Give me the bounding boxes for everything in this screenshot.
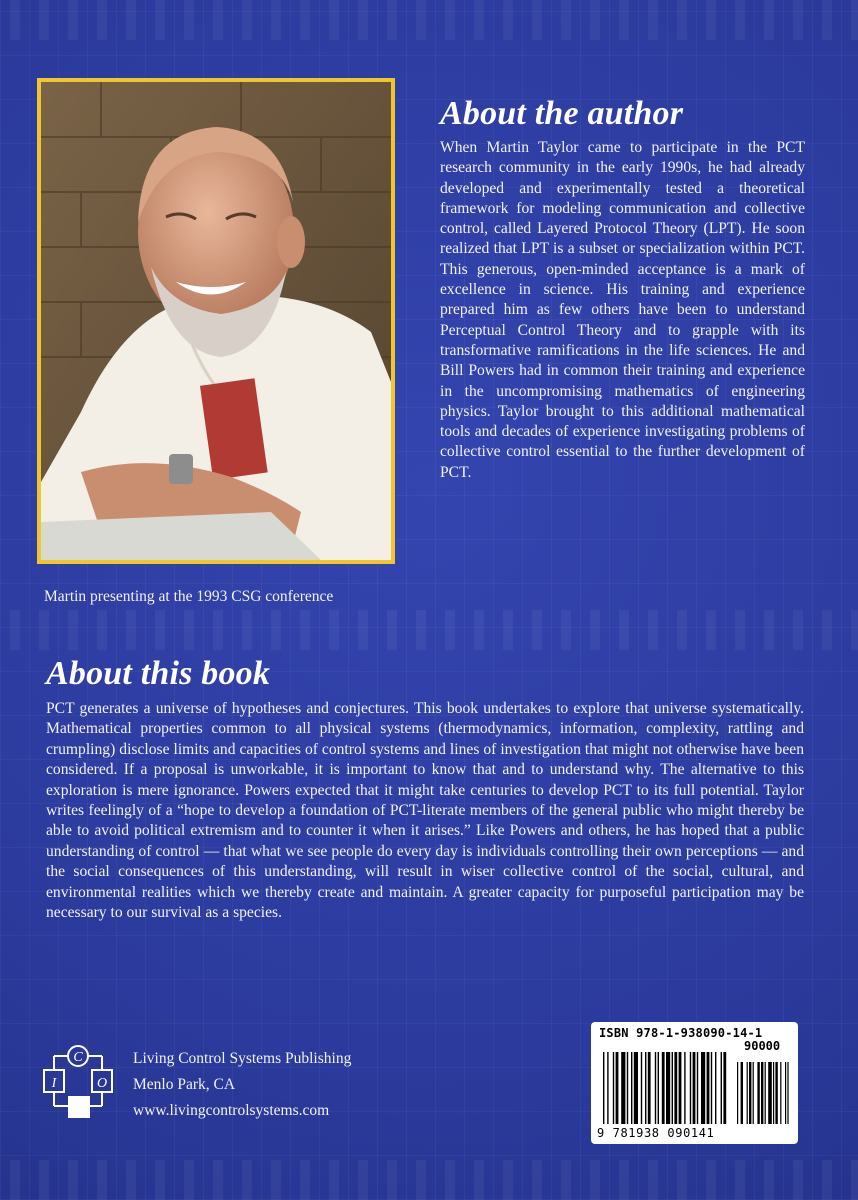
isbn-barcode	[591, 1022, 798, 1144]
logo-letter-c: C	[73, 1050, 83, 1065]
barcode-digits: 9 781938 090141	[597, 1126, 715, 1140]
decorative-pattern-top	[0, 0, 858, 40]
barcode-bars	[597, 1052, 792, 1126]
publisher-name: Living Control Systems Publishing	[133, 1050, 352, 1067]
logo-letter-o: O	[96, 1076, 108, 1091]
decorative-pattern-bottom	[0, 1160, 858, 1200]
isbn-number: ISBN 978-1-938090-14-1	[599, 1026, 763, 1040]
publisher-location: Menlo Park, CA	[133, 1076, 236, 1093]
author-heading-text: About the author	[440, 95, 684, 132]
author-photo	[37, 78, 395, 564]
book-section-heading	[46, 655, 270, 693]
author-section-heading	[440, 95, 683, 133]
publisher-info	[133, 1046, 351, 1124]
decorative-pattern-mid	[0, 610, 858, 650]
book-description-text: PCT generates a universe of hypotheses and conjectures. This book undertakes to explore that universe systematically. Mathematical properties common to all physical systems (thermodynamics, information, complexity, rattling and crumpling) disclose limits and capacities of control systems and lines of investigation that might not otherwise have been considered. If a proposal is unworkable, it is important to know that and to understand why. The alternative to this exploration is mere ignorance. Powers expected that it might take centuries to develop PCT to its full potential. Taylor writes feelingly of a “hope to develop a foundation of PCT-literate members of the general public who might thereby be able to avoid political extremism and to counter it when it arises.” Like Powers and others, he has hoped that a public understanding of control — that what we see people do every day is individuals controlling their own perceptions — and the social consequences of this understanding, will result in wiser collective control of the social, cultural, and environmental realities which we thereby create and maintain. A greater capacity for purposeful participation may be necessary to our survival as a species.	[46, 700, 804, 922]
price-code: 90000	[744, 1039, 781, 1053]
publisher-website[interactable]: www.livingcontrolsystems.com	[133, 1102, 330, 1119]
author-bio-text: When Martin Taylor came to participate in the PCT research community in the early 1990s, he had already developed and experimentally tested a theoretical framework for modeling communication and collective control, called Layered Protocol Theory (LPT). He soon realized that LPT is a subset or specialization within PCT. This generous, open-minded acceptance is a mark of excellence in science. His training and experience prepared him as few others have been to understand Perceptual Control Theory and to grapple with its transformative ramifications in the life sciences. He and Bill Powers had in common their training and experience in the uncompromising mathematics of engineering physics. Taylor brought to this additional mathematical tools and decades of experience investigating problems of collective control essential to the further development of PCT.	[440, 139, 805, 481]
logo-letter-i: I	[51, 1076, 57, 1091]
photo-caption: Martin presenting at the 1993 CSG conference	[44, 588, 334, 605]
publisher-logo-icon	[40, 1042, 120, 1122]
book-heading-text: About this book	[46, 655, 271, 692]
